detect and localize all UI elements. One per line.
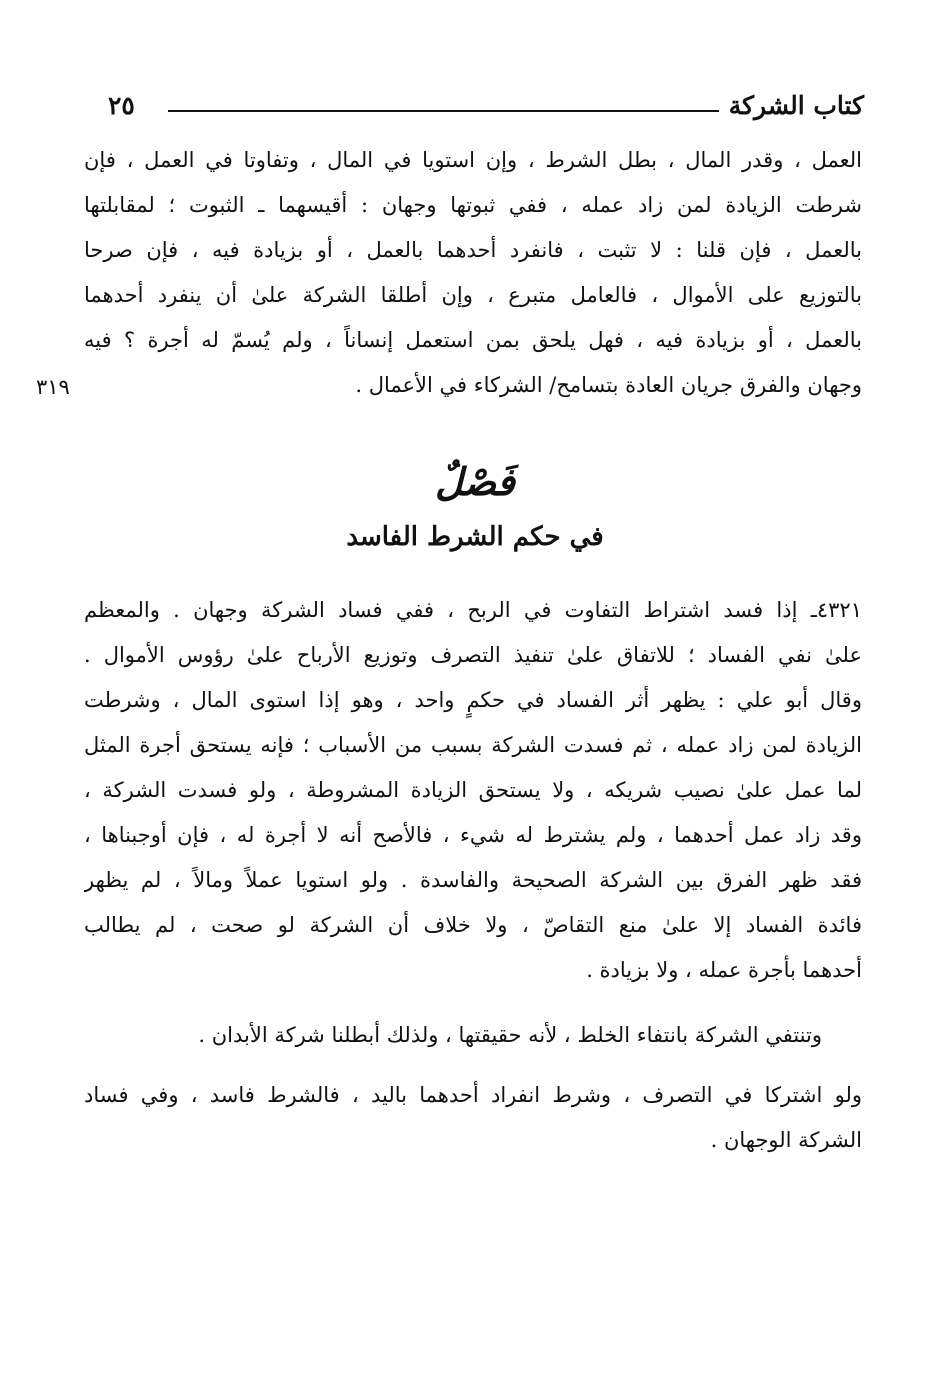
fasl-ornament: فَصْلٌ <box>435 459 515 504</box>
chapter-title: كتاب الشركة <box>728 91 864 120</box>
margin-reference-number: ٣١٩ <box>36 375 70 399</box>
text-line: فقد ظهر الفرق بين الشركة الصحيحة والفاسدة . ولو استويا عملاً ومالاً ، لم يظهر <box>84 868 862 892</box>
text-line: بالعمل ، أو بزيادة فيه ، فهل يلحق بمن استعمل إنساناً ، ولم يُسمّ له أجرة ؟ فيه <box>84 328 862 352</box>
running-header <box>108 86 864 126</box>
paragraph-mixing <box>84 1013 862 1058</box>
paragraph-disposal <box>84 1073 862 1163</box>
text-line: وجهان والفرق جريان العادة بتسامح/ الشركاء في الأعمال . <box>355 373 862 397</box>
header-rule <box>168 110 719 112</box>
text-line: بالتوزيع على الأموال ، فالعامل متبرع ، وإن أطلقا الشركة علىٰ أن ينفرد أحدهما <box>84 283 862 307</box>
text-line: وقد زاد عمل أحدهما ، ولم يشترط له شيء ، فالأصح أنه لا أجرة له ، فإن أوجبناها ، <box>84 823 862 847</box>
text-line: وقال أبو علي : يظهر أثر الفساد في حكمٍ واحد ، وهو إذا استوى المال ، وشرطت <box>84 688 862 712</box>
page-number: ٢٥ <box>108 91 135 120</box>
section-heading <box>200 452 750 562</box>
text-line: ولو اشتركا في التصرف ، وشرط انفراد أحدهما باليد ، فالشرط فاسد ، وفي فساد <box>84 1083 862 1107</box>
text-line: بالعمل ، فإن قلنا : لا تثبت ، فانفرد أحدهما بالعمل ، أو بزيادة فيه ، فإن صرحا <box>84 238 862 262</box>
text-line: الزيادة لمن زاد عمله ، ثم فسدت الشركة بسبب من الأسباب ؛ فإنه يستحق أجرة المثل <box>84 733 862 757</box>
text-line: وتنتفي الشركة بانتفاء الخلط ، لأنه حقيقتها ، ولذلك أبطلنا شركة الأبدان . <box>198 1023 822 1047</box>
section-title: في حكم الشرط الفاسد <box>346 522 604 552</box>
text-line: شرطت الزيادة لمن زاد عمله ، ففي ثبوتها وجهان : أقيسهما ـ الثبوت ؛ لمقابلتها <box>84 193 862 217</box>
text-line: لما عمل علىٰ نصيب شريكه ، ولا يستحق الزيادة المشروطة ، ولو فسدت الشركة ، <box>84 778 862 802</box>
text-line: ٤٣٢١ـ إذا فسد اشتراط التفاوت في الربح ، ففي فساد الشركة وجهان . والمعظم <box>84 598 862 622</box>
paragraph-4321 <box>84 588 862 993</box>
text-line: فائدة الفساد إلا علىٰ منع التقاصّ ، ولا خلاف أن الشركة لو صحت ، لم يطالب <box>84 913 862 937</box>
text-line: علىٰ نفي الفساد ؛ للاتفاق علىٰ تنفيذ التصرف وتوزيع الأرباح علىٰ رؤوس الأموال . <box>84 643 862 667</box>
text-line: العمل ، وقدر المال ، بطل الشرط ، وإن استويا في المال ، وتفاوتا في العمل ، فإن <box>84 148 862 172</box>
text-line: الشركة الوجهان . <box>710 1128 862 1152</box>
paragraph-continuation <box>84 138 862 408</box>
text-line: أحدهما بأجرة عمله ، ولا بزيادة . <box>586 958 862 982</box>
